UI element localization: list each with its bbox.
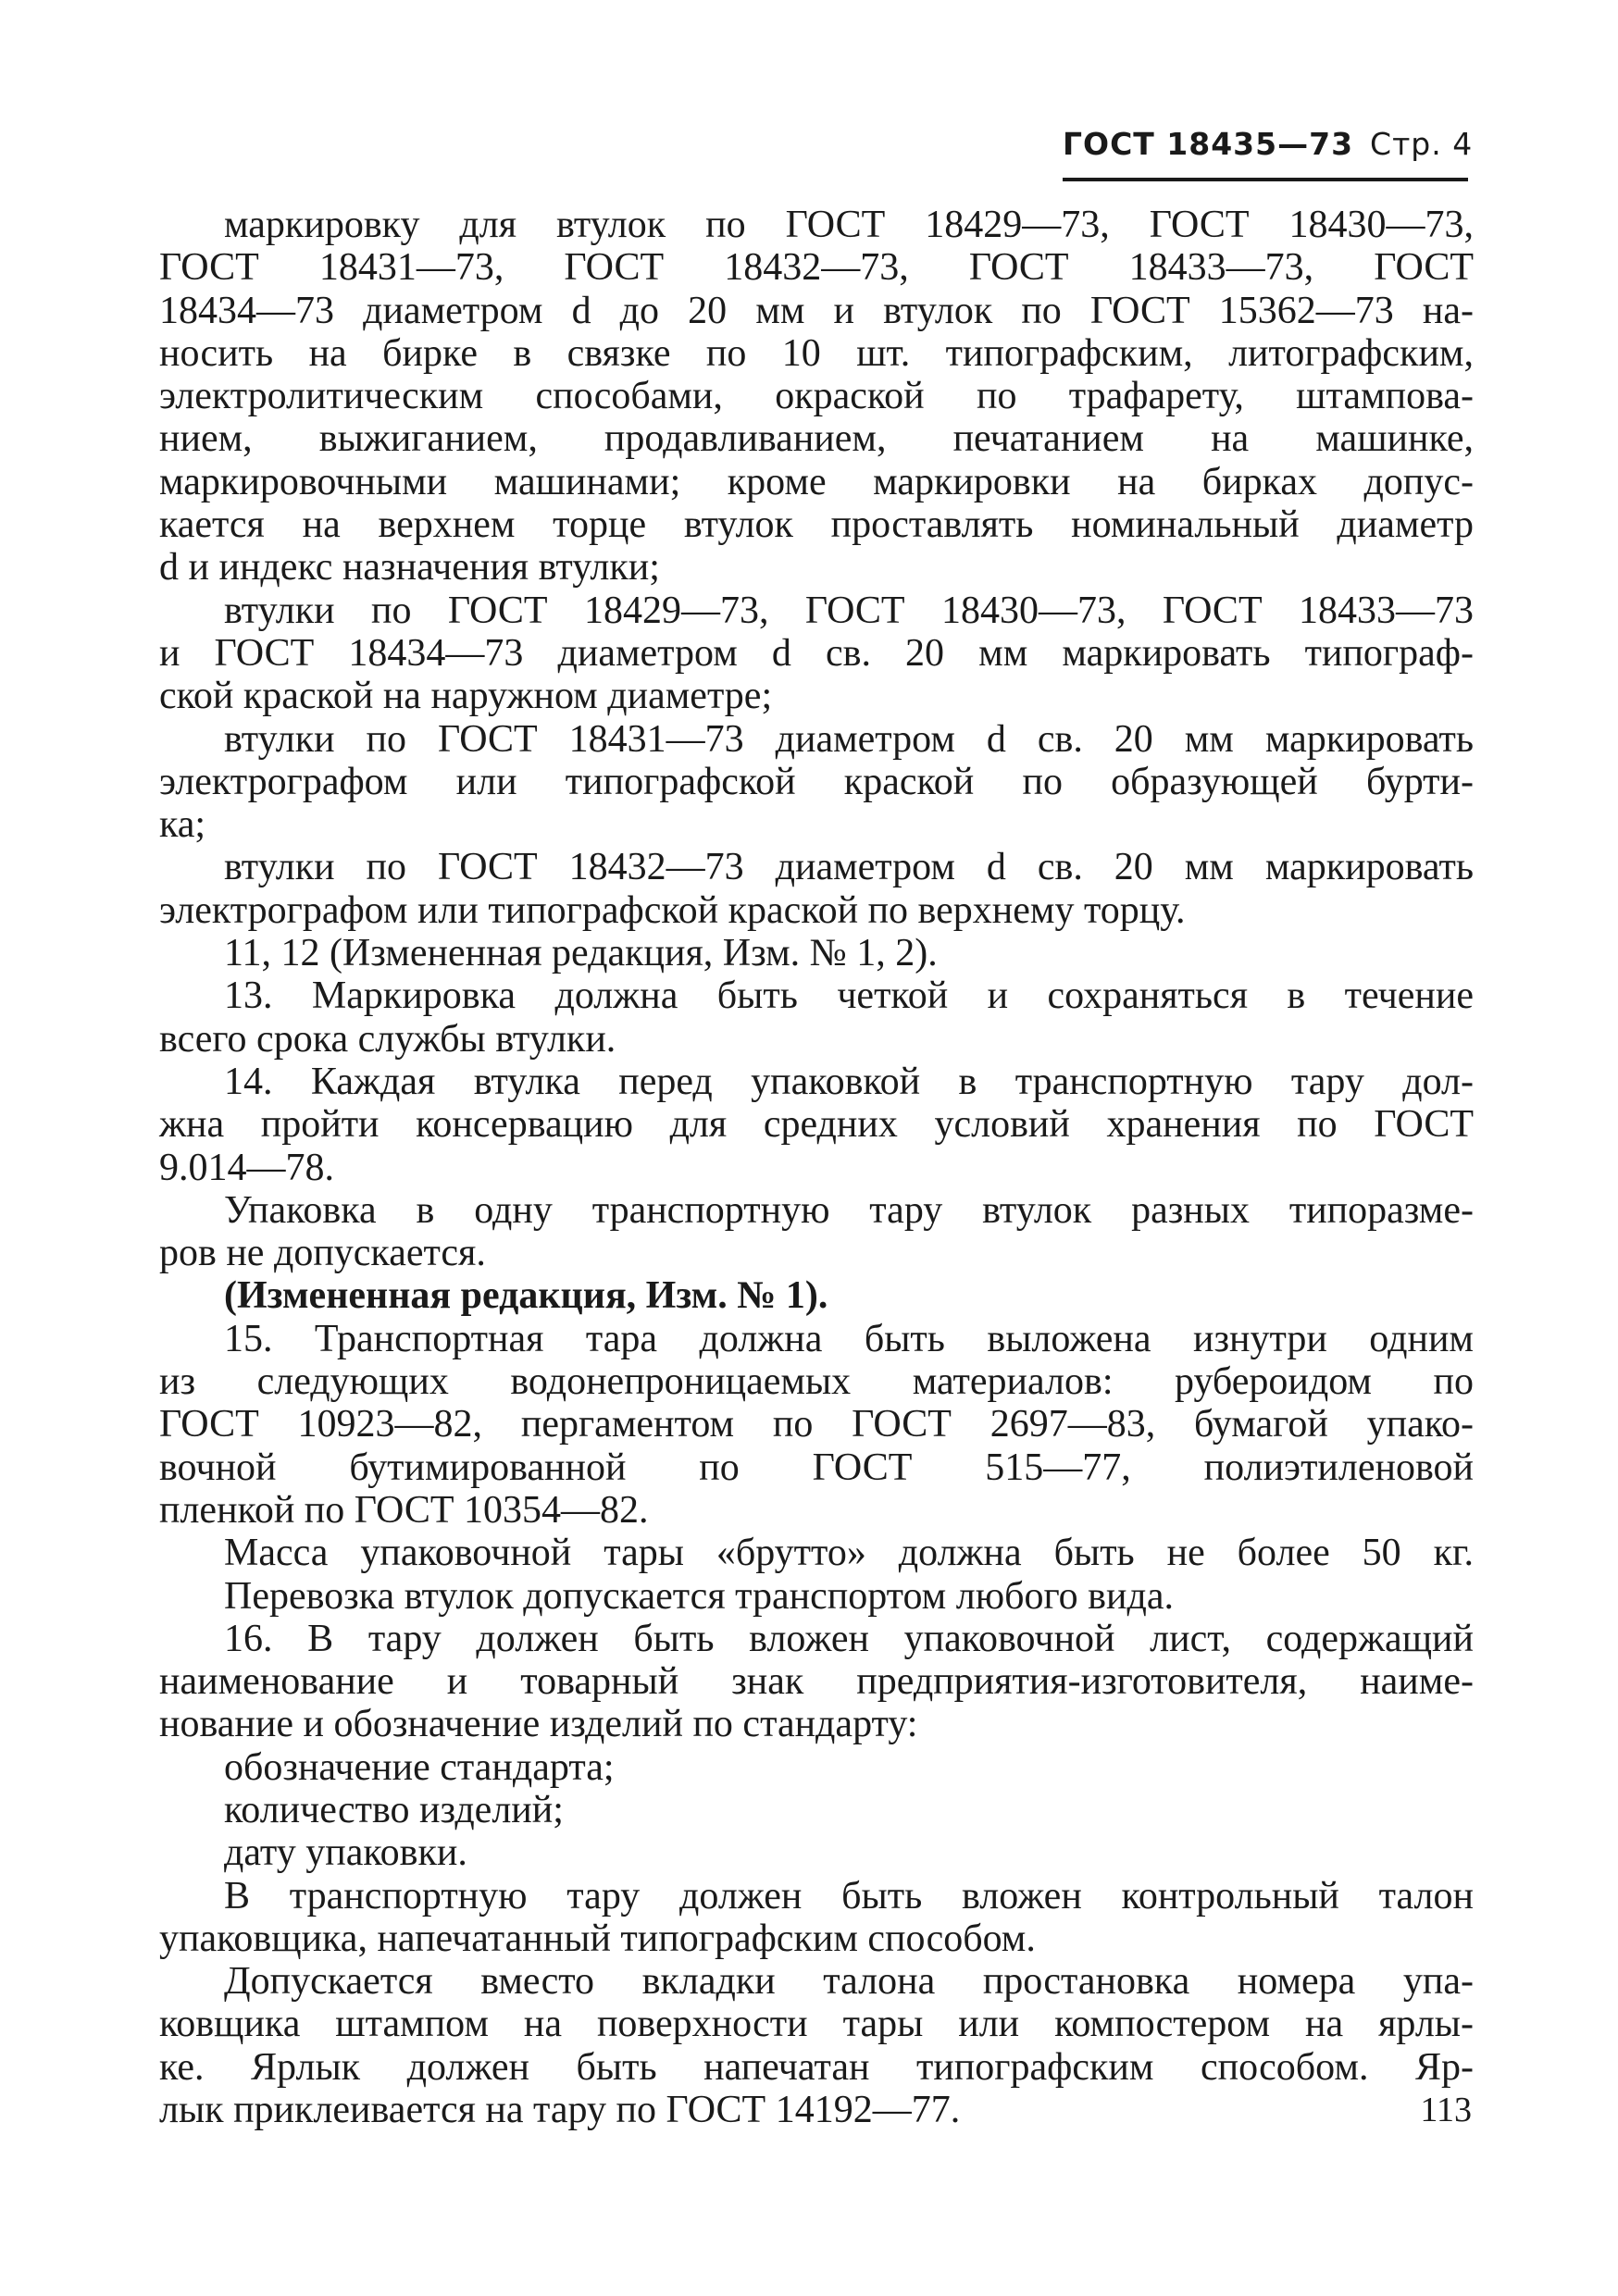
text-line: 14. Каждая втулка перед упаковкой в транспортную тару дол- (224, 1060, 1474, 1103)
text-line: пленкой по ГОСТ 10354—82. (159, 1488, 649, 1532)
text-line: ской краской на наружном диаметре; (159, 675, 773, 718)
text-line: Допускается вместо вкладки талона простановка номера упа- (224, 1960, 1474, 2004)
text-line: втулки по ГОСТ 18432—73 диаметром d св. 20 мм маркировать (224, 846, 1474, 889)
text-line: втулки по ГОСТ 18431—73 диаметром d св. 20 мм маркировать (224, 717, 1474, 761)
text-line: 9.014—78. (159, 1146, 334, 1189)
body-text (159, 204, 1474, 2131)
text-line: жна пройти консервацию для средних условий хранения по ГОСТ (159, 1103, 1474, 1147)
text-line: вочной бутимированной по ГОСТ 515—77, полиэтиленовой (159, 1446, 1474, 1489)
text-line: электролитическим способами, окраской по трафарету, штампова- (159, 375, 1474, 418)
text-line: ковщика штампом на поверхности тары или компостером на ярлы- (159, 2003, 1474, 2046)
text-line: из следующих водонепроницаемых материалов: рубероидом по (159, 1360, 1474, 1404)
text-line: нием, выжиганием, продавливанием, печатанием на машинке, (159, 417, 1474, 461)
text-line: ГОСТ 10923—82, пергаментом по ГОСТ 2697—83, бумагой упако- (159, 1403, 1474, 1446)
text-line: втулки по ГОСТ 18429—73, ГОСТ 18430—73, ГОСТ 18433—73 (224, 589, 1474, 632)
text-line: Перевозка втулок допускается транспортом любого вида. (224, 1574, 1174, 1618)
page-header (1063, 126, 1474, 181)
text-line: электрографом или типографской краской по образующей бурти- (159, 760, 1474, 803)
page-number: 113 (1420, 2091, 1472, 2129)
text-line: (Измененная редакция, Изм. № 1). (224, 1274, 828, 1318)
text-line: ка; (159, 803, 206, 847)
text-line: и ГОСТ 18434—73 диаметром d св. 20 мм маркировать типограф- (159, 631, 1474, 675)
header-rule (1063, 178, 1468, 181)
text-line: электрографом или типографской краской по верхнему торцу. (159, 888, 1186, 932)
text-line: Упаковка в одну транспортную тару втулок разных типоразме- (224, 1188, 1474, 1232)
text-line: 16. В тару должен быть вложен упаковочной лист, содержащий (224, 1617, 1474, 1660)
text-line: 18434—73 диаметром d до 20 мм и втулок по ГОСТ 15362—73 на- (159, 289, 1474, 332)
text-line: обозначение стандарта; (224, 1745, 615, 1789)
text-line: упаковщика, напечатанный типографским способом. (159, 1917, 1036, 1960)
page-label: Стр. 4 (1370, 126, 1474, 162)
text-line: ГОСТ 18431—73, ГОСТ 18432—73, ГОСТ 18433—73, ГОСТ (159, 246, 1474, 290)
text-line: лык приклеивается на тару по ГОСТ 14192—77. (159, 2089, 961, 2132)
text-line: 15. Транспортная тара должна быть выложена изнутри одним (224, 1317, 1474, 1360)
text-line: d и индекс назначения втулки; (159, 546, 660, 590)
text-line: Масса упаковочной тары «брутто» должна быть не более 50 кг. (224, 1532, 1474, 1575)
text-line: маркировку для втулок по ГОСТ 18429—73, ГОСТ 18430—73, (224, 204, 1474, 246)
text-line: ров не допускается. (159, 1232, 486, 1275)
text-line: всего срока службы втулки. (159, 1017, 616, 1061)
text-line: носить на бирке в связке по 10 шт. типографским, литографским, (159, 331, 1474, 375)
text-line: 13. Маркировка должна быть четкой и сохраняться в течение (224, 974, 1474, 1018)
text-line: дату упаковки. (224, 1831, 467, 1875)
text-line: 11, 12 (Измененная редакция, Изм. № 1, 2). (224, 932, 938, 975)
standard-designation: ГОСТ 18435—73 (1063, 126, 1354, 162)
text-line: ке. Ярлык должен быть напечатан типографским способом. Яр- (159, 2045, 1474, 2089)
text-line: количество изделий; (224, 1788, 564, 1831)
text-line: нование и обозначение изделий по стандарту: (159, 1703, 918, 1746)
text-line: маркировочными машинами; кроме маркировки на бирках допус- (159, 460, 1474, 503)
text-line: В транспортную тару должен быть вложен контрольный талон (224, 1874, 1474, 1917)
text-line: наименование и товарный знак предприятия-изготовителя, наиме- (159, 1660, 1474, 1704)
text-line: кается на верхнем торце втулок проставлять номинальный диаметр (159, 503, 1474, 547)
